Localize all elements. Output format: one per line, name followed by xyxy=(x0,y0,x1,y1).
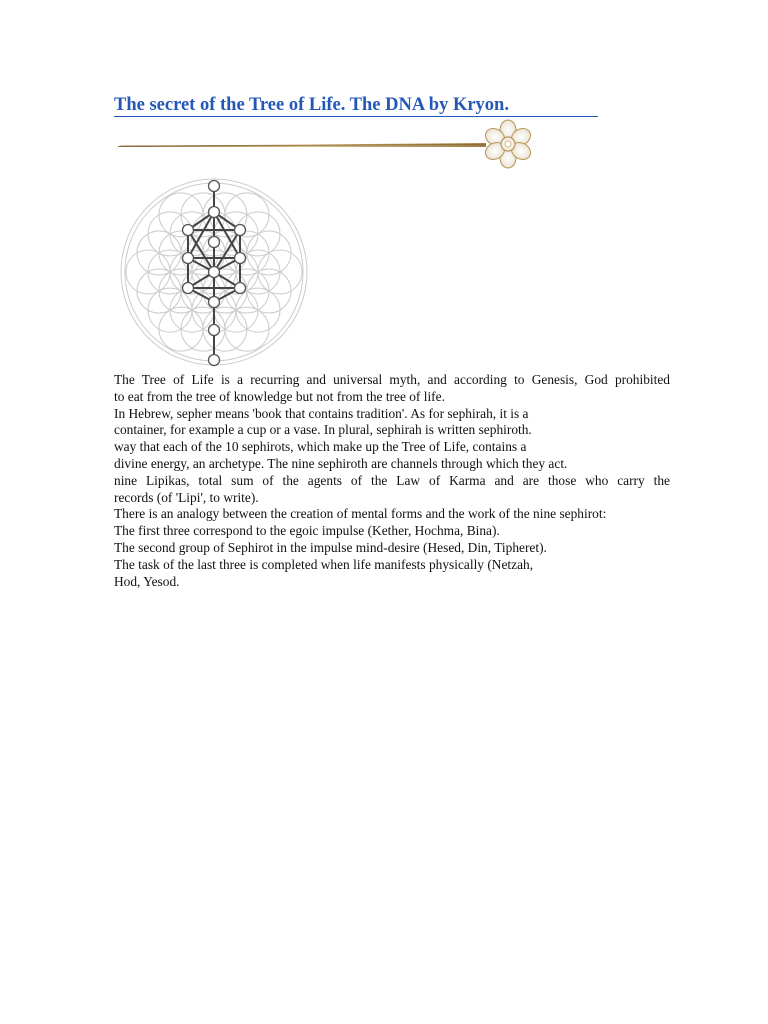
text-line: divine energy, an archetype. The nine sephiroth are channels through which they act. xyxy=(114,455,568,471)
article-body xyxy=(114,372,670,590)
text-line: to eat from the tree of knowledge but not from the tree of life. xyxy=(114,388,445,404)
text-line: records (of 'Lipi', to write). xyxy=(114,489,259,505)
text-line: In Hebrew, sepher means 'book that contains tradition'. As for sephirah, it is a xyxy=(114,405,529,421)
tree-of-life-diagram xyxy=(118,178,310,368)
text-line: way that each of the 10 sephirots, which make up the Tree of Life, contains a xyxy=(114,439,527,455)
pin-with-flower-icon xyxy=(116,116,536,174)
text-line: The second group of Sephirot in the impulse mind-desire (Hesed, Din, Tipheret). xyxy=(114,539,547,555)
text-line: The first three correspond to the egoic impulse (Kether, Hochma, Bina). xyxy=(114,523,500,539)
text-line: The task of the last three is completed when life manifests physically (Netzah, xyxy=(114,556,534,572)
text-line: Hod, Yesod. xyxy=(114,573,180,589)
text-line: nine Lipikas, total sum of the agents of the Law of Karma and are those who carry the xyxy=(114,472,670,488)
page-title: The secret of the Tree of Life. The DNA by Kryon. xyxy=(114,94,598,117)
text-line: container, for example a cup or a vase. In plural, sephirah is written sephiroth. xyxy=(114,422,532,438)
text-line: There is an analogy between the creation of mental forms and the work of the nine sephirot: xyxy=(114,506,607,522)
text-line: The Tree of Life is a recurring and universal myth, and according to Genesis, God prohibited xyxy=(114,372,670,387)
